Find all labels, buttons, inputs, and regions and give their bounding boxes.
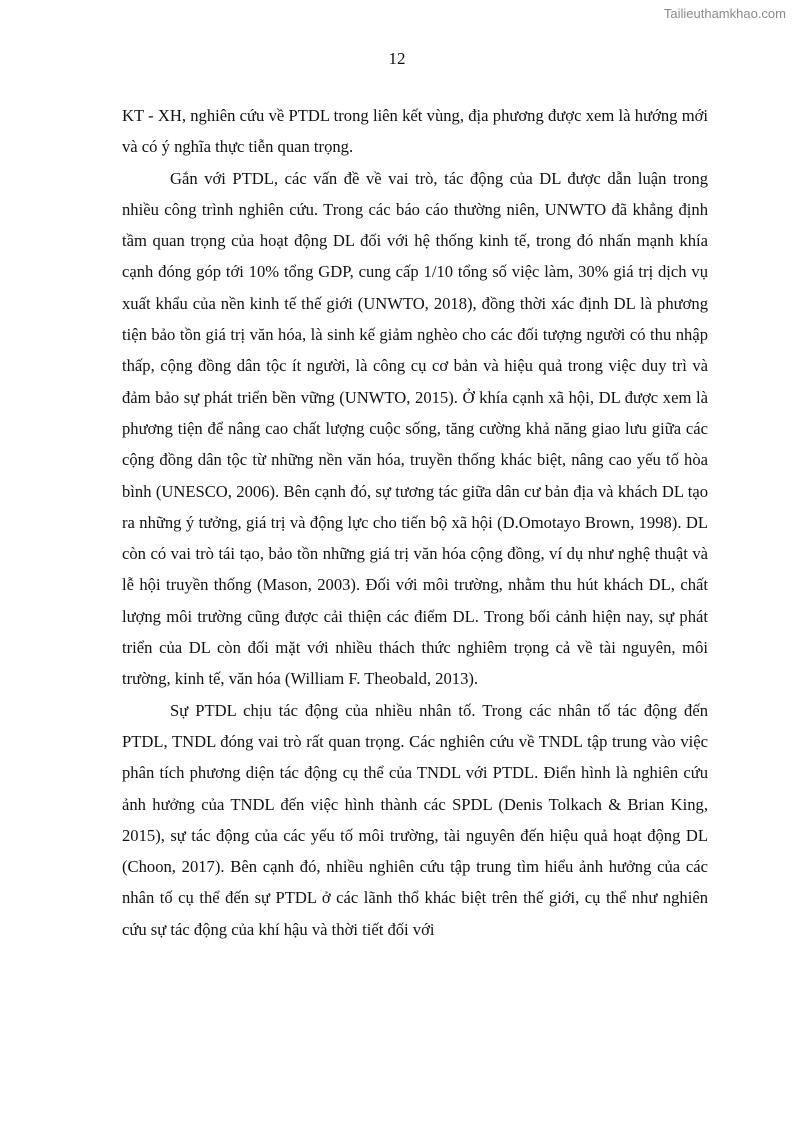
watermark-text: Tailieuthamkhao.com (663, 6, 786, 21)
page-number: 12 (388, 49, 406, 68)
document-body (122, 100, 708, 945)
paragraph-tourism-impacts: Gắn với PTDL, các vấn đề về vai trò, tác động của DL được dẫn luận trong nhiều công trình nghiên cứu. Trong các báo cáo thường niên, UNWTO đã khẳng định tầm quan trọng của hoạt động DL đối với hệ thống kinh tế, trong đó nhấn mạnh khía cạnh đóng góp tới 10% tổng GDP, cung cấp 1/10 tổng số việc làm, 30% giá trị dịch vụ xuất khẩu của nền kinh tế thế giới (UNWTO, 2018), đồng thời xác định DL là phương tiện bảo tồn giá trị văn hóa, là sinh kế giảm nghèo cho các đối tượng người có thu nhập thấp, cộng đồng dân tộc ít người, là công cụ cơ bản và hiệu quả trong việc duy trì và đảm bảo sự phát triển bền vững (UNWTO, 2015). Ở khía cạnh xã hội, DL được xem là phương tiện để nâng cao chất lượng cuộc sống, tăng cường khả năng giao lưu giữa các cộng đồng dân tộc từ những nền văn hóa, truyền thống khác biệt, nâng cao yếu tố hòa bình (UNESCO, 2006). Bên cạnh đó, sự tương tác giữa dân cư bản địa và khách DL tạo ra những ý tưởng, giá trị và động lực cho tiến bộ xã hội (D.Omotayo Brown, 1998). DL còn có vai trò tái tạo, bảo tồn những giá trị văn hóa cộng đồng, ví dụ như nghệ thuật và lễ hội truyền thống (Mason, 2003). Đối với môi trường, nhằm thu hút khách DL, chất lượng môi trường cũng được cải thiện các điểm DL. Trong bối cảnh hiện nay, sự phát triển của DL còn đối mặt với nhiều thách thức nghiêm trọng cả về tài nguyên, môi trường, kinh tế, văn hóa (William F. Theobald, 2013). (122, 168, 708, 689)
paragraph-tourism-factors: Sự PTDL chịu tác động của nhiều nhân tố. Trong các nhân tố tác động đến PTDL, TNDL đóng vai trò rất quan trọng. Các nghiên cứu về TNDL tập trung vào việc phân tích phương diện tác động cụ thể của TNDL với PTDL. Điển hình là nghiên cứu ảnh hưởng của TNDL đến việc hình thành các SPDL (Denis Tolkach & Brian King, 2015), sự tác động của các yếu tố môi trường, tài nguyên đến hiệu quả hoạt động DL (Choon, 2017). Bên cạnh đó, nhiều nghiên cứu tập trung tìm hiểu ảnh hưởng của các nhân tố cụ thể đến sự PTDL ở các lãnh thổ khác biệt trên thế giới, cụ thể như nghiên cứu sự tác động của khí hậu và thời tiết đối với (122, 700, 708, 939)
paragraph-continuation: KT - XH, nghiên cứu về PTDL trong liên kết vùng, địa phương được xem là hướng mới và có ý nghĩa thực tiễn quan trọng. (122, 106, 708, 157)
